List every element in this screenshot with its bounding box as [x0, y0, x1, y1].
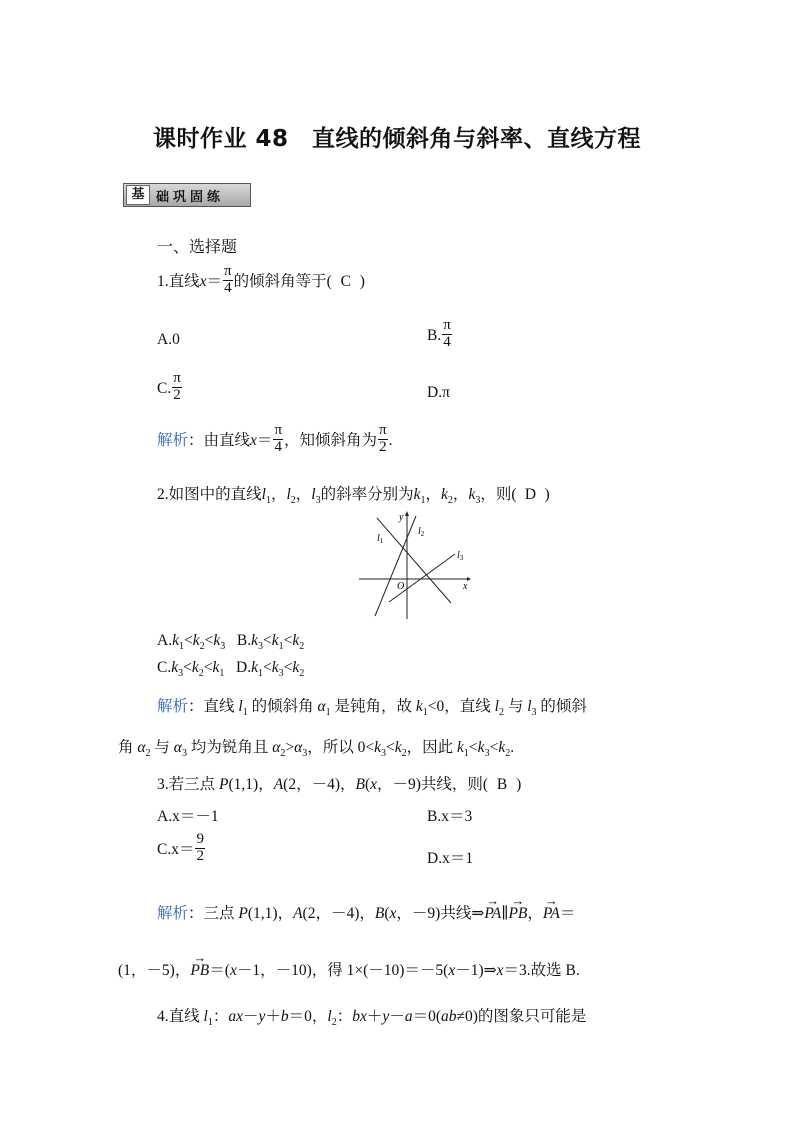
q3-option-b: B.x＝3 — [427, 808, 473, 825]
line-l2 — [375, 516, 416, 616]
banner-first-char: 基 — [126, 185, 150, 205]
q2-analysis-line1: 解析：直线 $l_1$ 的倾斜角 $\alpha_1$ 是钝角，故 $k_1<0$，直线 $l_2$ 与 $l_3$ 的倾斜 — [157, 698, 587, 719]
question-2-stem: 2.如图中的直线$l_1$，$l_2$，$l_3$的斜率分别为$k_1$，$k_2$，$k_3$，则( D ) — [157, 486, 550, 507]
q3-option-d: D.x＝1 — [427, 850, 474, 867]
section-heading: 一、选择题 — [157, 237, 238, 256]
analysis-label: 解析 — [157, 431, 189, 449]
y-axis-label: y — [399, 512, 404, 523]
q3-analysis-line1: 解析：三点 P(1,1)，A(2，－4)，B(x，－9)共线⇒→ PA∥→ PB，→ PA＝ — [157, 899, 575, 923]
origin-label: O — [397, 581, 405, 592]
y-axis-arrow — [405, 511, 409, 516]
q3-option-a: A.x＝－1 — [157, 808, 219, 825]
q3-option-c: C.x＝ $\frac{9}{2}$ — [157, 831, 204, 864]
question-1-stem: 1.直线x＝ $\frac{\pi}{4}$ 的倾斜角等于( C ) — [157, 263, 365, 296]
q2-options-ab: $A.k_1<k_2<k_3$ $B.k_3<k_1<k_2$ — [157, 632, 305, 653]
q1-option-a: A.0 — [157, 331, 180, 348]
q2-analysis-line2: 角 $\alpha_2$ 与 $\alpha_3$ 均为锐角且 $\alpha_2>\alpha_3$，所以 $0<k_3<k_2$，因此 $k_1<k_3<k_2$. — [118, 739, 515, 760]
q3-analysis-line2: (1，－5)，→ PB＝(x－1，－10)，得 1×(－10)＝－5(x－1)⇒x＝3.故选 B. — [118, 956, 580, 980]
page-title: 课时作业 48 直线的倾斜角与斜率、直线方程 — [152, 126, 641, 152]
question-3-answer: B — [496, 776, 508, 793]
question-4-stem: 4.直线 $l_1$：ax－y＋b＝0，$l_2$：bx＋y－a＝0(ab≠0)的图象只可能是 — [157, 1008, 587, 1029]
q1-analysis: 解析：由直线x＝ $\frac{\pi}{4}$ ，知倾斜角为 $\frac{\pi}{2}$ . — [157, 422, 393, 455]
question-1-answer: C — [340, 272, 351, 290]
l3-label: $l_3$ — [457, 550, 464, 562]
line-l1 — [377, 518, 451, 603]
x-axis-arrow — [467, 577, 471, 581]
question-2-figure — [355, 508, 473, 620]
q1-option-c: C. $\frac{\pi}{2}$ — [157, 370, 181, 403]
q2-options-cd: $C.k_3<k_2<k_1$ $D.k_1<k_3<k_2$ — [157, 659, 305, 680]
q1-option-d: D.π — [427, 384, 450, 401]
q1-option-b: B. $\frac{\pi}{4}$ — [427, 317, 451, 350]
question-3-stem: 3.若三点 P(1,1)，A(2，－4)，B(x，－9)共线，则( B ) — [157, 776, 522, 793]
question-2-answer: D — [524, 486, 537, 503]
banner-label: 础巩固练 — [156, 189, 225, 205]
section-banner — [123, 183, 251, 207]
l1-label: $l_1$ — [377, 533, 384, 545]
line-l3 — [389, 554, 455, 602]
x-axis-label: x — [463, 581, 468, 592]
l2-label: $l_2$ — [418, 526, 425, 538]
